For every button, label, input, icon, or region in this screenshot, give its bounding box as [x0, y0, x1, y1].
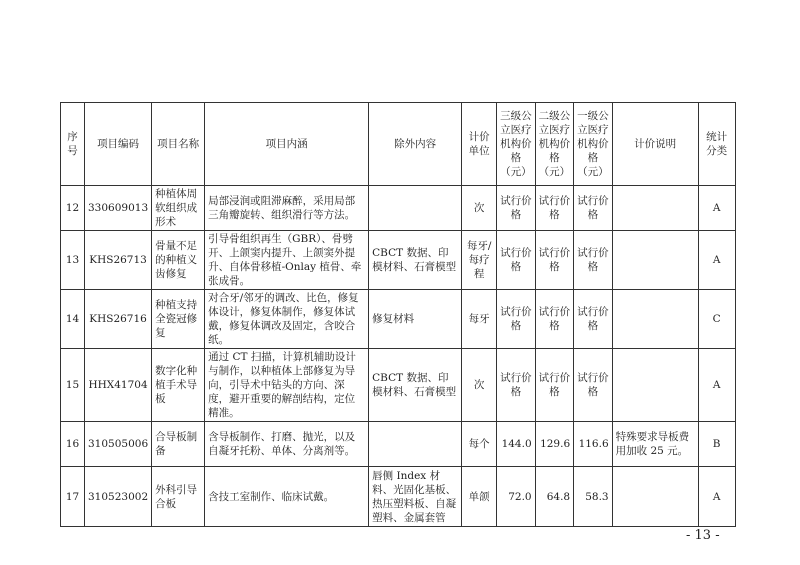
item-exclusion: 修复材料	[369, 290, 462, 349]
item-content: 引导骨组织再生（GBR）、骨劈开、上颌窦内提升、上颌窦外提升、自体骨移植-Onlay 植骨、牵张成骨。	[205, 231, 369, 290]
price-level-2: 试行价格	[535, 349, 574, 422]
item-name: 种植体周软组织成形术	[152, 186, 205, 231]
item-exclusion: CBCT 数据、印模材料、石膏模型	[369, 349, 462, 422]
item-code: KHS26713	[85, 231, 152, 290]
pricing-note: 特殊要求导板费用加收 25 元。	[612, 422, 698, 467]
stat-category: A	[698, 186, 735, 231]
price-level-3: 试行价格	[497, 290, 536, 349]
price-level-3: 试行价格	[497, 231, 536, 290]
pricing-unit: 单颌	[462, 467, 497, 527]
item-name: 合导板制备	[152, 422, 205, 467]
price-level-3: 试行价格	[497, 186, 536, 231]
header-cell: 序号	[61, 103, 85, 186]
table-row	[61, 231, 736, 290]
item-exclusion: 唇侧 Index 材料、光固化基板、热压塑料板、自凝塑料、金属套管	[369, 467, 462, 527]
item-content: 含技工室制作、临床试戴。	[205, 467, 369, 527]
header-cell: 一级公立医疗机构价格（元）	[574, 103, 613, 186]
table-row	[61, 186, 736, 231]
page-number: - 13 -	[686, 528, 720, 543]
pricing-note	[612, 290, 698, 349]
row-number: 14	[61, 290, 85, 349]
price-level-2: 129.6	[535, 422, 574, 467]
header-cell: 计价说明	[612, 103, 698, 186]
price-level-3: 72.0	[497, 467, 536, 527]
pricing-unit: 每个	[462, 422, 497, 467]
stat-category: A	[698, 231, 735, 290]
price-level-1: 试行价格	[574, 349, 613, 422]
table-row	[61, 349, 736, 422]
price-level-1: 试行价格	[574, 231, 613, 290]
header-cell: 项目名称	[152, 103, 205, 186]
row-number: 17	[61, 467, 85, 527]
header-cell: 统计分类	[698, 103, 735, 186]
stat-category: C	[698, 290, 735, 349]
row-number: 13	[61, 231, 85, 290]
row-number: 16	[61, 422, 85, 467]
item-content: 通过 CT 扫描，计算机辅助设计与制作，以种植体上部修复为导向，引导术中钻头的方向、深度，避开重要的解剖结构，定位精准。	[205, 349, 369, 422]
table-row	[61, 290, 736, 349]
item-code: KHS26716	[85, 290, 152, 349]
pricing-unit: 次	[462, 349, 497, 422]
item-name: 外科引导合板	[152, 467, 205, 527]
header-cell: 项目编码	[85, 103, 152, 186]
item-content: 局部浸润或阻滞麻醉，采用局部三角瓣旋转、组织滑行等方法。	[205, 186, 369, 231]
item-exclusion	[369, 186, 462, 231]
item-name: 数字化种植手术导板	[152, 349, 205, 422]
pricing-unit: 每牙/每疗程	[462, 231, 497, 290]
header-cell: 二级公立医疗机构价格（元）	[535, 103, 574, 186]
price-level-1: 试行价格	[574, 186, 613, 231]
item-name: 种植支持全瓷冠修复	[152, 290, 205, 349]
item-name: 骨量不足的种植义齿修复	[152, 231, 205, 290]
pricing-note	[612, 186, 698, 231]
table-row	[61, 422, 736, 467]
price-level-2: 试行价格	[535, 231, 574, 290]
price-level-2: 试行价格	[535, 186, 574, 231]
pricing-note	[612, 231, 698, 290]
item-code: HHX41704	[85, 349, 152, 422]
row-number: 12	[61, 186, 85, 231]
pricing-note	[612, 349, 698, 422]
stat-category: B	[698, 422, 735, 467]
stat-category: A	[698, 467, 735, 527]
item-exclusion	[369, 422, 462, 467]
header-cell: 项目内涵	[205, 103, 369, 186]
table-row	[61, 467, 736, 527]
item-content: 含导板制作、打磨、抛光，以及自凝牙托粉、单体、分离剂等。	[205, 422, 369, 467]
pricing-note	[612, 467, 698, 527]
price-level-3: 144.0	[497, 422, 536, 467]
price-table	[60, 102, 736, 527]
header-cell: 三级公立医疗机构价格（元）	[497, 103, 536, 186]
item-code: 330609013	[85, 186, 152, 231]
price-level-2: 64.8	[535, 467, 574, 527]
pricing-unit: 次	[462, 186, 497, 231]
stat-category: A	[698, 349, 735, 422]
price-level-1: 58.3	[574, 467, 613, 527]
header-cell: 计价单位	[462, 103, 497, 186]
price-level-1: 试行价格	[574, 290, 613, 349]
header-cell: 除外内容	[369, 103, 462, 186]
table-header-row	[61, 103, 736, 186]
item-exclusion: CBCT 数据、印模材料、石膏模型	[369, 231, 462, 290]
pricing-unit: 每牙	[462, 290, 497, 349]
price-level-3: 试行价格	[497, 349, 536, 422]
row-number: 15	[61, 349, 85, 422]
item-content: 对合牙/邻牙的调改、比色，修复体设计，修复体制作，修复体试戴，修复体调改及固定，含咬合纸。	[205, 290, 369, 349]
price-level-2: 试行价格	[535, 290, 574, 349]
item-code: 310505006	[85, 422, 152, 467]
item-code: 310523002	[85, 467, 152, 527]
price-level-1: 116.6	[574, 422, 613, 467]
